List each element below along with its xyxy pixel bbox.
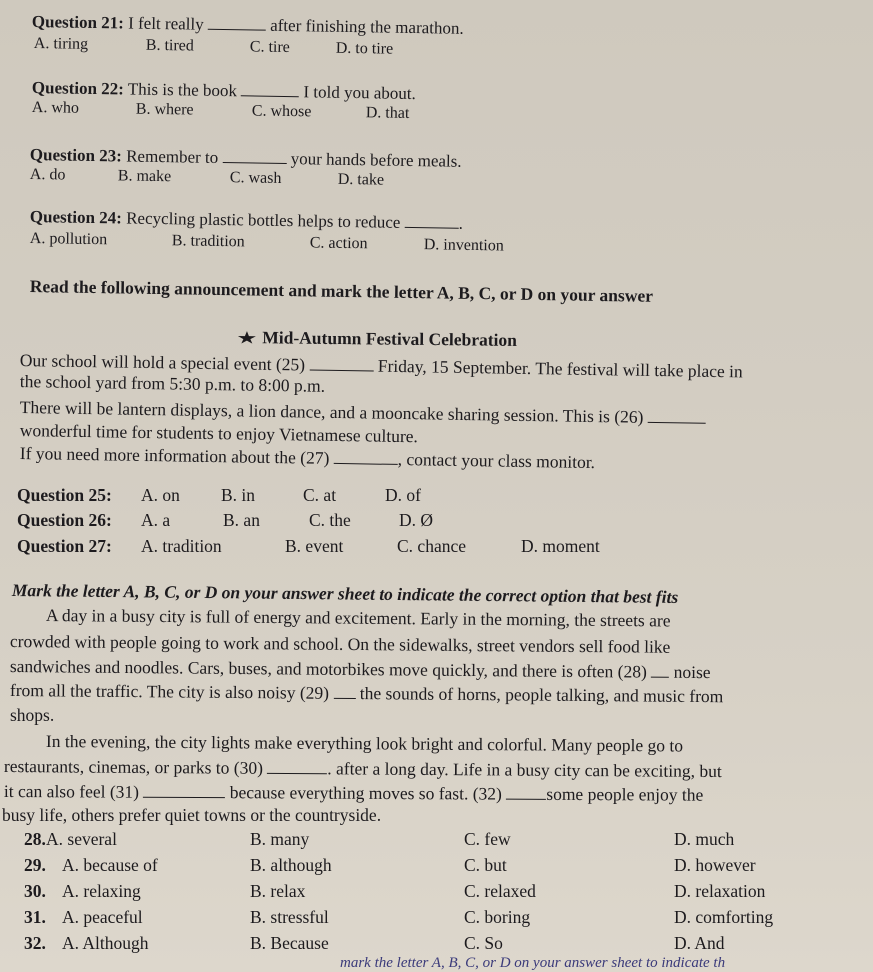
option-c[interactable]: C. the	[309, 510, 351, 530]
option-d[interactable]: D. moment	[521, 536, 600, 556]
option-c[interactable]: C. whose	[251, 102, 312, 121]
option-a[interactable]: A. do	[29, 166, 66, 184]
option-b[interactable]: B. although	[250, 855, 332, 875]
option-a[interactable]: A. relaxing	[62, 881, 141, 901]
question-label: 29.	[24, 855, 46, 875]
option-b[interactable]: B. tradition	[171, 232, 245, 251]
question-21-options	[34, 35, 394, 59]
option-b[interactable]: B. where	[135, 100, 194, 119]
passage-p1-line-3: sandwiches and noodles. Cars, buses, and motorbikes move quickly, and there is often (28) noise	[9, 656, 711, 683]
answer-blank	[208, 15, 266, 31]
question-label: Question 23:	[29, 145, 123, 166]
passage-p1-line-5: shops.	[10, 705, 55, 725]
question-label: Question 24:	[29, 207, 123, 228]
option-a[interactable]: A. peaceful	[62, 907, 143, 927]
option-c[interactable]: C. boring	[464, 907, 531, 927]
option-a[interactable]: A. pollution	[29, 230, 108, 249]
next-page-instruction-fragment: mark the letter A, B, C, or D on your answer sheet to indicate th	[340, 955, 726, 971]
option-d[interactable]: D. And	[674, 933, 725, 953]
answer-blank	[648, 408, 706, 424]
question-22-stem: Question 22: This is the book I told you about.	[31, 78, 416, 104]
option-a[interactable]: A. tiring	[33, 35, 89, 53]
question-24-stem: Question 24: Recycling plastic bottles helps to reduce .	[29, 207, 464, 233]
option-d[interactable]: D. that	[365, 104, 410, 122]
option-a[interactable]: A. on	[141, 485, 180, 505]
question-23-stem: Question 23: Remember to your hands before meals.	[29, 145, 462, 171]
option-b[interactable]: B. many	[250, 829, 310, 849]
passage-p1-line-2: crowded with people going to work and school. On the sidewalks, street vendors sell food like	[9, 631, 671, 657]
announcement-line-1: Our school will hold a special event (25) Friday, 15 September. The festival will take place in	[19, 350, 743, 382]
option-d[interactable]: D. relaxation	[674, 881, 766, 901]
question-27-row	[17, 536, 600, 557]
question-24-options	[30, 230, 504, 255]
option-a[interactable]: A. Although	[62, 933, 149, 953]
question-label: Question 25:	[17, 485, 112, 505]
passage-instruction: Mark the letter A, B, C, or D on your answer sheet to indicate the correct option that best fits	[11, 580, 679, 607]
option-c[interactable]: C. chance	[397, 536, 466, 556]
option-d[interactable]: D. comforting	[674, 907, 774, 927]
option-b[interactable]: B. relax	[250, 881, 306, 901]
announcement-line-4: wonderful time for students to enjoy Vietnamese culture.	[19, 420, 419, 447]
option-d[interactable]: D. however	[674, 855, 756, 875]
passage-p1-line-1: A day in a busy city is full of energy and excitement. Early in the morning, the streets are	[45, 605, 671, 631]
option-d[interactable]: D. much	[674, 829, 735, 849]
answer-blank	[333, 684, 355, 699]
announcement-title: Mid-Autumn Festival Celebration	[236, 327, 517, 351]
option-a[interactable]: A. who	[31, 99, 80, 117]
question-30-row	[24, 881, 765, 902]
passage-p2-line-4: busy life, others prefer quiet towns or the countryside.	[2, 805, 382, 825]
option-d[interactable]: D. invention	[423, 236, 504, 255]
answer-blank	[143, 783, 225, 798]
option-a[interactable]: A. a	[141, 510, 171, 530]
question-28-row	[24, 829, 734, 850]
option-b[interactable]: B. Because	[250, 933, 329, 953]
announcement-line-3: There will be lantern displays, a lion dance, and a mooncake sharing session. This is (26)	[20, 397, 706, 429]
passage-p2-line-3: it can also feel (31) because everything moves so fast. (32) some people enjoy the	[3, 781, 704, 805]
question-label: 28.	[24, 829, 46, 849]
option-b[interactable]: B. make	[117, 167, 172, 186]
question-label: Question 26:	[17, 510, 112, 530]
option-c[interactable]: C. relaxed	[464, 881, 536, 901]
question-label: Question 22:	[31, 78, 125, 99]
question-26-row	[17, 510, 433, 531]
passage-p1-line-4: from all the traffic. The city is also noisy (29) the sounds of horns, people talking, and music from	[9, 680, 724, 707]
lantern-star-icon	[236, 330, 258, 344]
option-b[interactable]: B. stressful	[250, 907, 329, 927]
option-b[interactable]: B. event	[285, 536, 344, 556]
option-c[interactable]: C. So	[464, 933, 503, 953]
option-c[interactable]: C. wash	[229, 169, 282, 187]
option-c[interactable]: C. action	[309, 234, 368, 253]
question-29-row	[24, 855, 756, 876]
option-a[interactable]: A. because of	[62, 855, 158, 875]
question-21-stem: Question 21: I felt really after finishing the marathon.	[31, 12, 464, 38]
answer-blank	[506, 785, 546, 800]
option-c[interactable]: C. at	[303, 485, 337, 505]
announcement-line-5: If you need more information about the (27) , contact your class monitor.	[19, 443, 596, 473]
passage-p2-line-2: restaurants, cinemas, or parks to (30) . after a long day. Life in a busy city can be exciting, but	[3, 756, 722, 782]
question-label: Question 27:	[17, 536, 112, 556]
option-d[interactable]: D. Ø	[399, 510, 434, 530]
question-label: Question 21:	[31, 12, 125, 33]
option-b[interactable]: B. an	[223, 510, 260, 530]
option-b[interactable]: B. in	[221, 485, 256, 505]
question-31-row	[24, 907, 773, 928]
option-c[interactable]: C. tire	[249, 38, 290, 57]
option-c[interactable]: C. but	[464, 855, 507, 875]
option-b[interactable]: B. tired	[145, 36, 194, 55]
option-c[interactable]: C. few	[464, 829, 511, 849]
answer-blank	[651, 663, 669, 678]
option-d[interactable]: D. take	[337, 170, 385, 189]
option-a[interactable]: A. several	[46, 829, 117, 849]
answer-blank	[309, 356, 373, 372]
answer-blank	[222, 148, 286, 164]
answer-blank	[334, 449, 398, 465]
question-label: 30.	[24, 881, 46, 901]
option-d[interactable]: D. of	[385, 485, 421, 505]
answer-blank	[405, 213, 459, 229]
answer-blank	[267, 759, 327, 774]
passage-p2-line-1: In the evening, the city lights make everything look bright and colorful. Many people go to	[45, 731, 684, 756]
announcement-line-2: the school yard from 5:30 p.m. to 8:00 p.m.	[19, 371, 326, 396]
announcement-instruction: Read the following announcement and mark the letter A, B, C, or D on your answer	[29, 276, 654, 306]
question-25-row	[17, 485, 421, 506]
question-label: 31.	[24, 907, 46, 927]
option-d[interactable]: D. to tire	[335, 39, 394, 58]
question-label: 32.	[24, 933, 46, 953]
option-a[interactable]: A. tradition	[141, 536, 222, 556]
question-32-row	[24, 933, 725, 954]
answer-blank	[241, 81, 299, 97]
